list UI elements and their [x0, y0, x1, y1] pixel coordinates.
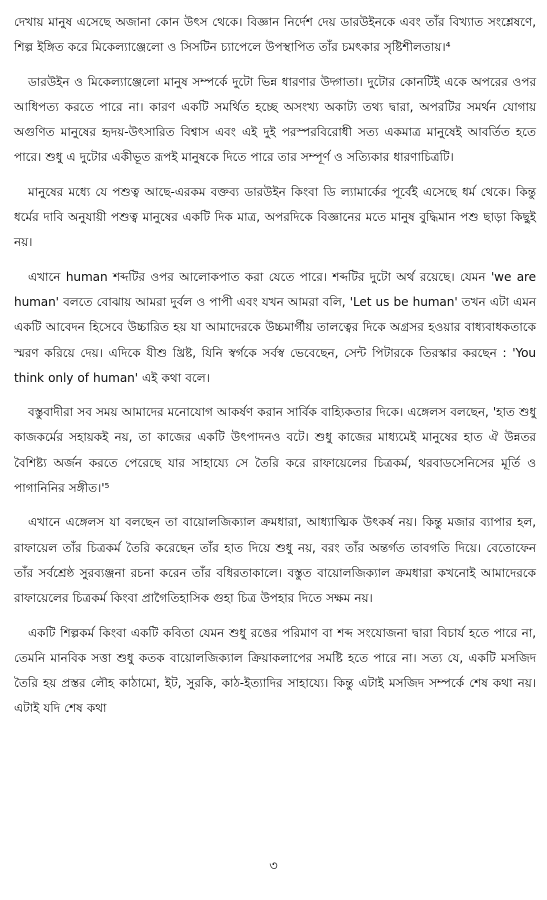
paragraph-6: এখানে এঙ্গেলস যা বলছেন তা বায়োলজিক্যাল ক্রমধারা, আধ্যাত্মিক উৎকর্ষ নয়। কিন্তু মজার ব্যাপার হল, রাফায়েল তাঁর চিত্রকর্ম তৈরি করেছেন তাঁর হাত দিয়ে শুধু নয়, বরং তাঁর অন্তর্গত তাবগতি দিয়ে। বেতোফেন তাঁর সর্বশ্রেষ্ঠ সুরব্যঞ্জনা রচনা করেন তাঁর বধিরতাকালে। বস্তুত বায়োলজিক্যাল ক্রমধারা কখনোই আমাদেরকে রাফায়েলের চিত্রকর্ম কিংবা প্রাগৈতিহাসিক গুহা চিত্র উপহার দিতে সক্ষম নয়। — [14, 515, 536, 606]
paragraph-1: দেখায় মানুষ এসেছে অজানা কোন উৎস থেকে। বিজ্ঞান নির্দেশ দেয় ডারউইনকে এবং তাঁর বিখ্যাত সংশ্লেষণে, শিল্প ইঙ্গিত করে মিকেল্যাঞ্জেলো ও সিসটিন চ্যাপেলে উপস্থাপিত তাঁর চমৎকার সৃষ্টিশীলতায়।⁴ — [14, 15, 536, 55]
document-page — [14, 10, 536, 890]
paragraph-3: মানুষের মধ্যে যে পশুত্ব আছে-এরকম বক্তব্য ডারউইন কিংবা ডি ল্যামার্কের পূর্বেই এসেছে ধর্ম থেকে। কিন্তু ধর্মের দাবি অনুযায়ী পশুত্ব মানুষের একটি দিক মাত্র, অপরদিকে বিজ্ঞানের মতে মানুষ বুদ্ধিমান পশু ছাড়া কিছুই নয়। — [14, 184, 536, 250]
page-number: ৩ — [269, 859, 278, 874]
paragraph-2: ডারউইন ও মিকেল্যাঞ্জেলো মানুষ সম্পর্কে দুটো ভিন্ন ধারণার উদ্গাতা। দুটোর কোনটিই একে অপরের ওপর আধিপত্য করতে পারে না। কারণ একটি সমর্থিত হচ্ছে অসংখ্য অকাট্য তথ্য দ্বারা, অপরটির সমর্থন যোগায় অগুণিত মানুষের হৃদয়-উৎসারিত বিশ্বাস এবং এই দুই পরস্পরবিরোধী সত্য একমাত্র মানুষেই আবর্তিত হতে পারে। শুধু এ দুটোর একীভূত রূপই মানুষকে দিতে পারে তার সম্পূর্ণ ও সত্যিকার ধারণাচিত্রটি। — [14, 74, 536, 165]
paragraph-4: এখানে human শব্দটির ওপর আলোকপাত করা যেতে পারে। শব্দটির দুটো অর্থ রয়েছে। যেমন 'we are human' বলতে বোঝায় আমরা দুর্বল ও পাপী এবং যখন আমরা বলি, 'Let us be human' তখন এটা এমন একটি আবেদন হিসেবে উচ্চারিত হয় যা আমাদেরকে উচ্চমার্গীয় তালত্বের দিকে অগ্রসর হওয়ার বাধ্যবাধকতাকে স্মরণ করিয়ে দেয়। এদিকে যীশু খ্রিষ্ট, যিনি স্বর্গকে সর্বস্ব ভেবেছেন, সেন্ট পিটারকে তিরস্কার করছেন : 'You think only of human' এই কথা বলে। — [14, 269, 536, 385]
paragraph-5: বস্তুবাদীরা সব সময় আমাদের মনোযোগ আকর্ষণ করান সার্বিক বাহ্যিকতার দিকে। এঙ্গেলস বলছেন, 'হাত শুধু কাজকর্মের সহায়কই নয়, তা কাজের একটি উৎপাদনও বটে। শুধু কাজের মাধ্যমেই মানুষের হাত ঐ উন্নতর বৈশিষ্ট্য অর্জন করতে পেরেছে যার সাহায্যে সে তৈরি করে রাফায়েলের চিত্রকর্ম, থরবাডসেনিসের মূর্তি ও পাগানিনির সঙ্গীত।'⁵ — [14, 405, 536, 496]
paragraph-7: একটি শিল্পকর্ম কিংবা একটি কবিতা যেমন শুধু রঙের পরিমাণ বা শব্দ সংযোজনা দ্বারা বিচার্য হতে পারে না, তেমনি মানবিক সত্তা শুধু কতক বায়োলজিক্যাল ক্রিয়াকলাপের সমষ্টি হতে পারে না। সত্য যে, একটি মসজিদ তৈরি হয় প্রস্তর লৌহ কাঠামো, ইট, সুরকি, কাঠ-ইত্যাদির সাহায্যে। কিন্তু এটাই মসজিদ সম্পর্কে শেষ কথা নয়। এটাই যদি শেষ কথা — [14, 625, 536, 716]
